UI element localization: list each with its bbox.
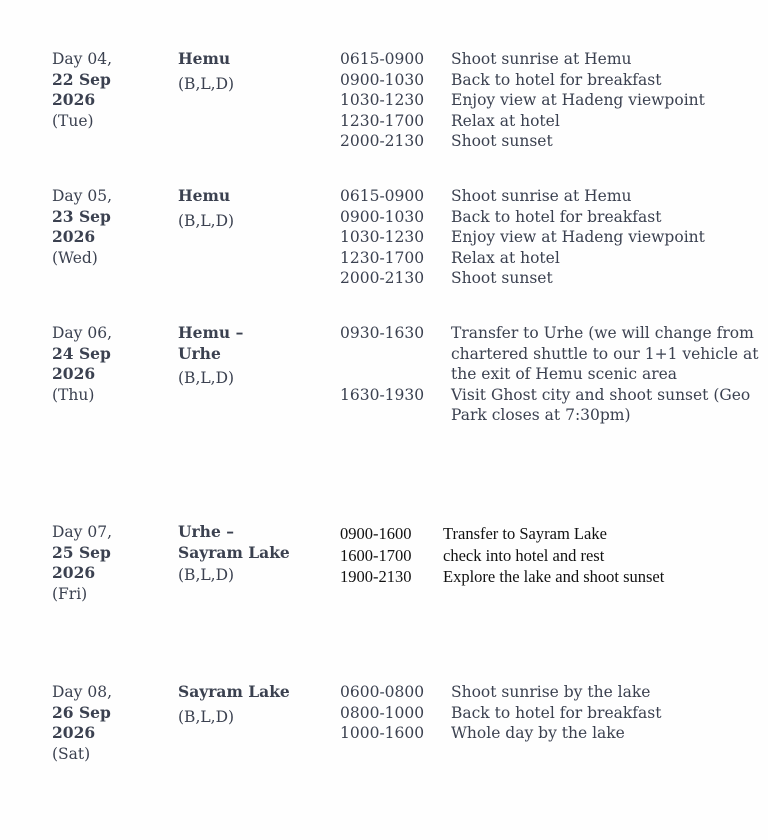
time-range: 0600-0800 [340,683,425,701]
time-range: 2000-2130 [340,132,425,150]
schedule-row [340,227,765,248]
date-cell [52,522,172,604]
date: 23 Sep [52,206,111,226]
activity: Shoot sunrise at Hemu [451,50,632,68]
schedule-row [340,49,765,70]
activity: Enjoy view at Hadeng viewpoint [451,91,705,109]
location-cell [178,49,328,94]
schedule-row [340,385,765,426]
meals: (B,L,D) [178,74,235,93]
date: 25 Sep [52,542,111,562]
year: 2026 [52,227,96,246]
schedule-cell [340,186,765,289]
year: 2026 [52,723,96,742]
date-cell [52,186,172,268]
location-line-2: Urhe [178,343,221,363]
schedule-row [340,723,765,744]
activity: Relax at hotel [451,248,560,267]
weekday: (Wed) [52,248,98,267]
activity: Shoot sunrise at Hemu [451,187,632,205]
activity: Back to hotel for breakfast [451,207,662,226]
schedule-row [340,131,765,152]
day-label: Day 04, [52,50,113,68]
meals: (B,L,D) [178,707,235,726]
location: Hemu [178,186,231,205]
activity: Shoot sunset [451,269,553,287]
weekday: (Fri) [52,584,88,603]
time-range: 0930-1630 [340,324,425,342]
date: 26 Sep [52,702,111,722]
schedule-row [340,523,765,545]
date-cell [52,49,172,131]
weekday: (Thu) [52,385,95,404]
activity: Transfer to Urhe (we will change from chartered shuttle to our 1+1 vehicle at the exit of Hemu scenic area [451,324,759,383]
date: 24 Sep [52,343,111,363]
time-range: 1900-2130 [340,567,412,586]
time-range: 1630-1930 [340,385,425,404]
day-label: Day 07, [52,523,113,541]
activity: Visit Ghost city and shoot sunset (Geo Park closes at 7:30pm) [451,385,751,424]
time-range: 1000-1600 [340,724,425,742]
schedule-row [340,323,765,385]
schedule-row [340,682,765,703]
schedule-row [340,111,765,132]
schedule-row [340,90,765,111]
schedule-row [340,545,765,567]
time-range: 0900-1030 [340,207,425,226]
day-label: Day 05, [52,187,113,205]
activity: Relax at hotel [451,111,560,130]
activity: Shoot sunset [451,132,553,150]
time-range: 0615-0900 [340,50,425,68]
location-line-2: Sayram Lake [178,542,290,562]
schedule-row [340,703,765,724]
year: 2026 [52,90,96,109]
time-range: 0615-0900 [340,187,425,205]
location-cell [178,682,328,727]
time-range: 1030-1230 [340,91,425,109]
weekday: (Sat) [52,744,91,763]
location-cell [178,323,328,389]
year: 2026 [52,364,96,383]
date-cell [52,323,172,405]
meals: (B,L,D) [178,566,235,584]
activity: Whole day by the lake [451,724,625,742]
schedule-cell [340,323,765,426]
time-range: 1600-1700 [340,545,412,565]
location: Sayram Lake [178,682,290,701]
time-range: 1030-1230 [340,228,425,246]
time-range: 1230-1700 [340,248,425,267]
meals: (B,L,D) [178,211,235,230]
schedule-row [340,268,765,289]
location-line-1: Urhe – [178,522,234,541]
date: 22 Sep [52,69,111,89]
time-range: 0900-1600 [340,524,412,543]
activity: check into hotel and rest [443,545,605,565]
time-range: 2000-2130 [340,269,425,287]
activity: Explore the lake and shoot sunset [443,567,665,586]
date-cell [52,682,172,764]
activity: Back to hotel for breakfast [451,703,662,722]
schedule-cell [340,49,765,152]
activity: Enjoy view at Hadeng viewpoint [451,228,705,246]
activity: Back to hotel for breakfast [451,70,662,89]
day-label: Day 06, [52,324,113,342]
schedule-row [340,207,765,228]
schedule-row [340,566,765,588]
schedule-row [340,248,765,269]
weekday: (Tue) [52,111,94,130]
activity: Transfer to Sayram Lake [443,524,607,543]
schedule-cell [340,682,765,744]
schedule-cell [340,523,765,588]
time-range: 0900-1030 [340,70,425,89]
location-cell [178,522,328,586]
time-range: 1230-1700 [340,111,425,130]
day-label: Day 08, [52,683,113,701]
schedule-row [340,186,765,207]
schedule-row [340,70,765,91]
location: Hemu [178,49,231,68]
meals: (B,L,D) [178,369,235,387]
location-cell [178,186,328,231]
activity: Shoot sunrise by the lake [451,683,651,701]
year: 2026 [52,563,96,582]
location-line-1: Hemu – [178,323,244,342]
time-range: 0800-1000 [340,703,425,722]
